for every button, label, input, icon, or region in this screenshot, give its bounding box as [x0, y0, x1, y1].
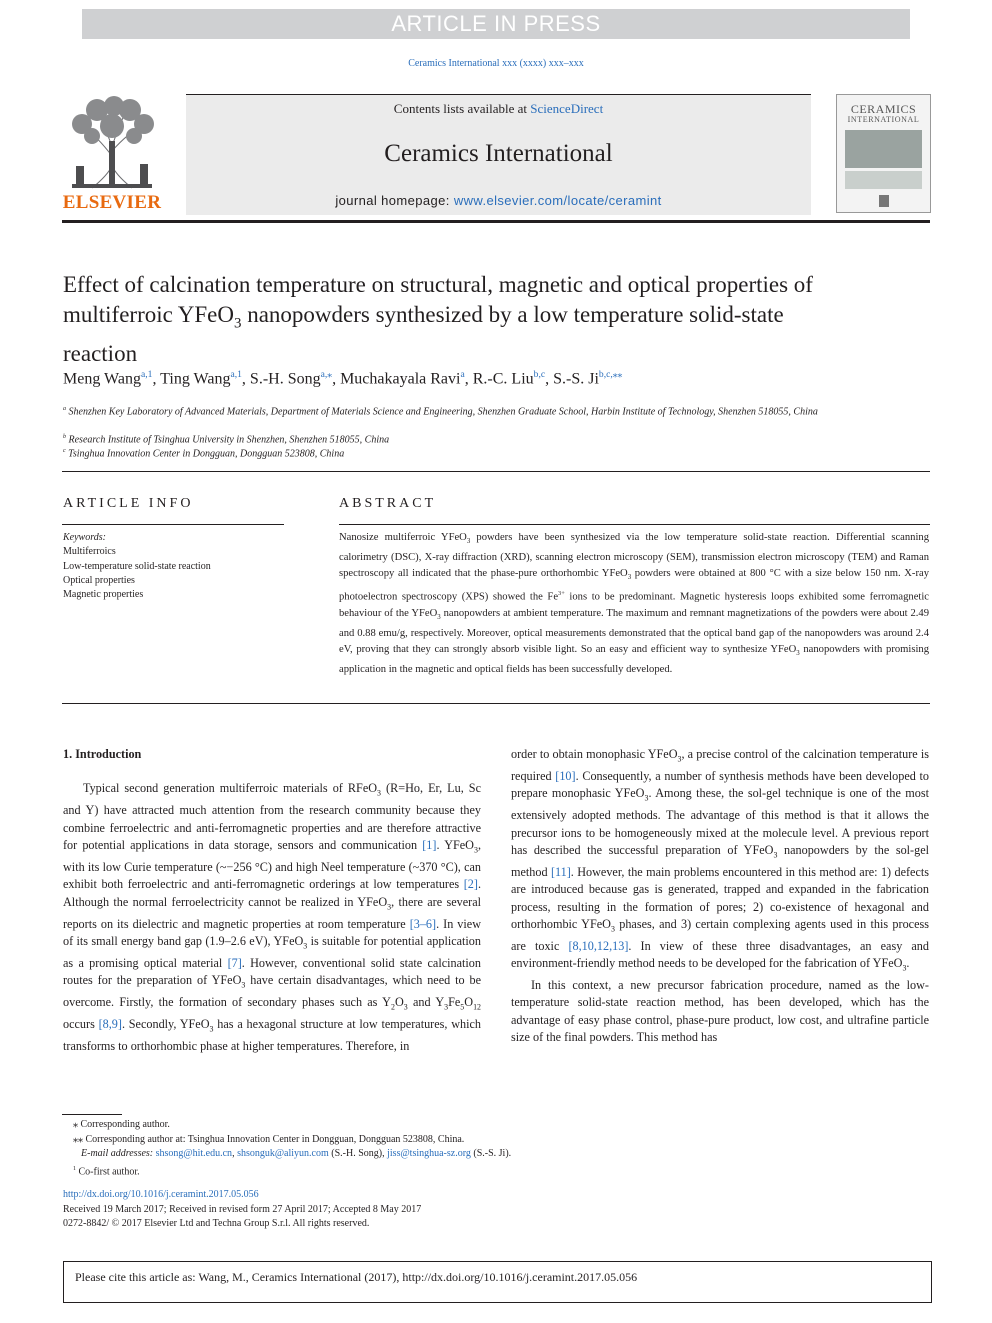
copyright: 0272-8842/ © 2017 Elsevier Ltd and Techna Group S.r.l. All rights reserved. — [63, 1218, 370, 1229]
keyword-item: Multiferroics — [63, 546, 116, 558]
article-meta — [63, 1188, 923, 1232]
footnote-corresponding: ⁎ Corresponding author. — [73, 1119, 170, 1130]
keyword-item: Optical properties — [63, 574, 135, 586]
please-cite-text: Please cite this article as: Wang, M., Ceramics International (2017), http://dx.doi.org/10.1016/j.ceramint.2017.05.056 — [75, 1270, 638, 1284]
footnote-cofirst: $^1$ Co-first author. — [73, 1165, 140, 1177]
keywords-block — [63, 531, 283, 602]
article-title: Effect of calcination temperature on structural, magnetic and optical properties of multiferroic YFeO$_3$ nanopowders synthesized by a low temperature solid-state reaction — [63, 272, 813, 366]
author-affiliation-mark[interactable]: a,1 — [140, 369, 153, 380]
email-link[interactable]: jiss@tsinghua-sz.org — [387, 1148, 471, 1159]
affiliation-b: $^b$ Research Institute of Tsinghua University in Shenzhen, Shenzhen 518055, China — [63, 434, 390, 446]
body-right-column — [511, 746, 929, 1047]
author-name: Ting Wang — [160, 370, 231, 388]
footnotes — [73, 1118, 933, 1179]
author-list: Meng Wang$^{a,1}$, Ting Wang$^{a,1}$, S.-H. Song$^{a,⁎}$, Muchakayala Ravi$^a$, R.-C. Liu$^{b,c}$, S.-S. $Ji^{b,c,⁎⁎}$ — [63, 369, 623, 388]
author-affiliation-mark[interactable]: b,c,⁎⁎ — [598, 369, 623, 380]
homepage-link[interactable]: www.elsevier.com/locate/ceramint — [453, 193, 662, 208]
intro-paragraph-continued: order to obtain monophasic YFeO$_3$, a precise control of the calcination temperature is required [10]. Consequently, a number of synthesis methods have been developed to prepare monophasic YFeO$_3$. Among these, the sol-gel technique is one of the most extensively adopted methods. The advantage of this method is that it allows the precursor ions to be homogeneously mixed at the molecule level. A previous report has described the successful preparation of YFeO$_3$ nanopowders by the sol-gel method [11]. However, the main problems encountered in this method are: 1) defects are introduced because gas is generated, trapped and expanded in the fabrication process, resulting in the formation of pores; 2) co-existence of hexagonal and orthorhombic YFeO$_3$ phases, and 3) certain complexing agents used in this process are toxic [8,10,12,13]. In view of these three disadvantages, an easy and environment-friendly method needs to be developed for the fabrication of YFeO$_3$. — [511, 747, 930, 973]
email-link[interactable]: shsonguk@aliyun.com — [237, 1148, 329, 1159]
affiliation-a: $^a$ Shenzhen Key Laboratory of Advanced Materials, Department of Materials Science and Engineering, Shenzhen Graduate School, Harbin Institute of Technology, Shenzhen 518055, China — [63, 406, 818, 418]
doi-link[interactable]: http://dx.doi.org/10.1016/j.ceramint.2017.05.056 — [63, 1189, 259, 1200]
please-cite-box — [63, 1261, 932, 1303]
author-name: Muchakayala Ravi — [340, 370, 461, 388]
author-name: S.-S. Ji — [553, 370, 599, 388]
author-affiliation-mark[interactable]: b,c — [533, 369, 546, 380]
journal-cover-thumbnail[interactable]: CERAMICS INTERNATIONAL — [836, 94, 931, 213]
affiliation-c: $^c$ Tsinghua Innovation Center in Dongguan, Dongguan 523808, China — [63, 448, 345, 460]
footnote-corresponding-2: ⁎⁎ Corresponding author at: Tsinghua Innovation Center in Dongguan, Dongguan 523808, China. — [73, 1133, 465, 1145]
elsevier-tree-logo — [62, 96, 162, 192]
author-affiliation-mark[interactable]: a,⁎ — [320, 369, 333, 380]
article-in-press-banner: ARTICLE IN PRESS — [82, 9, 910, 39]
keyword-item: Low-temperature solid-state reaction — [63, 560, 211, 572]
author-name: S.-H. Song — [249, 370, 321, 388]
elsevier-logo-text: ELSEVIER — [62, 192, 162, 213]
section-title-introduction: 1. Introduction — [63, 747, 142, 761]
email-link[interactable]: shsong@hit.edu.cn — [155, 1148, 233, 1159]
intro-paragraph-1: Typical second generation multiferroic materials of RFeO$_3$ (R=Ho, Er, Lu, Sc and Y) have attracted much attention from the research community because they combine ferroelectric and anti-ferromagnetic properties and are therefore attractive for potential applications in data storage, sensors and communication [1]. YFeO$_3$, with its low Curie temperature (~−256 °C) and high Neel temperature (~370 °C), can exhibit both ferroelectric and anti-ferromagnetic orderings at low temperatures [2]. Although the normal ferroelectricity cannot be realized in YFeO$_3$, there are several reports on its dielectric and magnetic properties at room temperature [3–6]. In view of its small energy band gap (1.9–2.6 eV), YFeO$_3$ is suitable for potential application as a promising optical material [7]. However, conventional solid state calcination routes for the preparation of YFeO$_3$ have certain disadvantages, which need to be overcome. Firstly, the formation of secondary phases such as $Y_2O_3$ and $Y_3Fe_5O_{12}$ occurs [8,9]. Secondly, YFeO$_3$ has a hexagonal structure at low temperatures, which transforms to orthorhombic phase at higher temperatures. Therefore, in — [63, 781, 482, 1053]
author-affiliation-mark[interactable]: a,1 — [230, 369, 242, 380]
received-dates: Received 19 March 2017; Received in revised form 27 April 2017; Accepted 8 May 2017 — [63, 1203, 422, 1215]
author-name: R.-C. Liu — [472, 370, 534, 388]
journal-citation[interactable]: Ceramics International xxx (xxxx) xxx–xxx — [408, 58, 584, 69]
contents-line: Contents lists available at ScienceDirect — [393, 101, 604, 116]
journal-name: Ceramics International — [384, 140, 613, 167]
keyword-item: Magnetic properties — [63, 589, 144, 601]
footnote-emails: E-mail addresses: shsong@hit.edu.cn, shsonguk@aliyun.com (S.-H. Song), jiss@tsinghua-sz.org (S.-S. Ji). — [81, 1148, 512, 1159]
sciencedirect-link[interactable]: ScienceDirect — [530, 101, 604, 116]
abstract-heading: ABSTRACT — [339, 496, 437, 511]
intro-paragraph-2: In this context, a new precursor fabrication procedure, named as the low-temperature solid-state reaction method, has been developed, which has the advantage of easy phase control, phase-pure product, low cost, and ultrafine particle size of the final powders. This method has — [511, 978, 929, 1045]
body-left-column — [63, 746, 481, 1055]
journal-homepage: journal homepage: www.elsevier.com/locate/ceramint — [335, 193, 662, 208]
author-affiliation-mark[interactable]: a — [460, 369, 465, 380]
abstract-text: Nanosize multiferroic YFeO$_3$ powders have been synthesized via the low temperature solid-state reaction. Differential scanning calorimetry (DSC), X-ray diffraction (XRD), scanning electron microscopy (SEM), transmission electron microscopy (TEM) and Raman spectroscopy all indicated that the phase-pure orthorhombic YFeO$_3$ powders were obtained at 800 °C with a size below 150 nm. X-ray photoelectron spectroscopy (XPS) showed the $Fe^{3+}$ ions to be predominant. Magnetic hysteresis loops exhibited some ferromagnetic behaviour of the YFeO$_3$ nanopowders at ambient temperature. The maximum and remnant magnetizations of the powders were about 2.49 and 0.88 emu/g, respectively. Moreover, optical measurements demonstrated that the optical band gap of the nanopowders was around 2.4 eV, proving that they can strongly absorb visible light. So an easy and efficient way to synthesize YFeO$_3$ nanopowders with promising application in the magnetic and optical fields has been successfully developed. — [339, 532, 930, 675]
keywords-label: Keywords: — [63, 532, 106, 543]
author-name: Meng Wang — [63, 370, 141, 388]
article-info-heading: ARTICLE INFO — [63, 496, 194, 511]
